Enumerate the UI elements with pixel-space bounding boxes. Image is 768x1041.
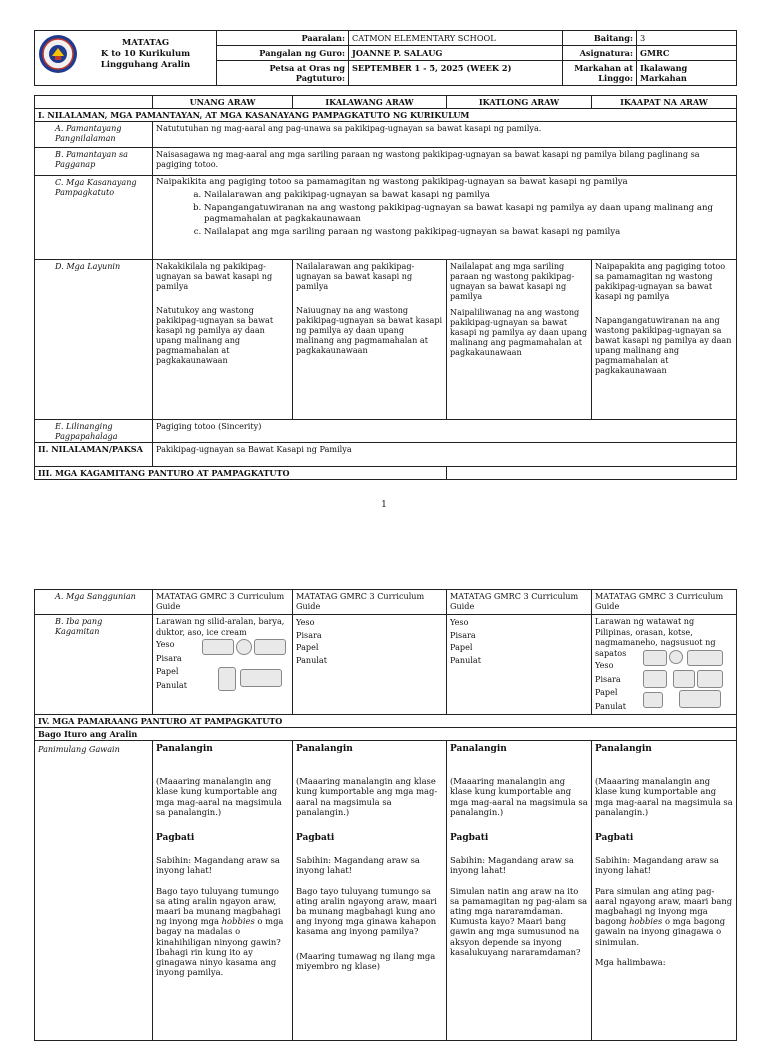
school-label: Paaralan: (217, 31, 349, 46)
material-item: Panulat (595, 700, 626, 711)
subject-value: GMRC (637, 46, 737, 61)
prayer-note: (Maaaring manalangin ang klase kung kumportable ang mga mag-aaral na magsimula sa panalangin.) (296, 776, 438, 817)
desk-picture-icon (679, 690, 721, 708)
greeting-text: Sabihin: Magandang araw sa inyong lahat! (156, 855, 280, 876)
material-item: Papel (156, 666, 179, 676)
objective-text: Naipapakita ang pagiging totoo sa pamamagitan ng wastong pakikipag-ugnayan sa bawat kasapi ng pamilya (595, 261, 726, 301)
subject-label: Asignatura: (563, 46, 637, 61)
deped-seal-icon (38, 34, 78, 74)
materials-day-3 (447, 615, 592, 715)
material-item: Yeso (595, 660, 614, 670)
greeting-text: Sabihin: Magandang araw sa inyong lahat! (450, 855, 574, 876)
material-item: Panulat (156, 679, 187, 690)
activity-day-4 (592, 741, 737, 1041)
grade-value: 3 (637, 31, 737, 46)
row-b-label: B. Pamantayan sa Pagganap (35, 148, 153, 176)
sources-label: A. Mga Sanggunian (35, 590, 153, 615)
competency-item: a. Nailalarawan ang pakikipag-ugnayan sa bawat kasapi ng pamilya (204, 190, 733, 201)
examples-label: Mga halimbawa: (595, 956, 666, 967)
date-value: SEPTEMBER 1 - 5, 2025 (WEEK 2) (349, 61, 563, 86)
logo-line-3: Lingguhang Aralin (100, 59, 191, 70)
material-item: Papel (450, 642, 473, 652)
section4-title: IV. MGA PAMARAANG PANTURO AT PAMPAGKATUTO (35, 715, 737, 728)
section2-text: Pakikipag-ugnayan sa Bawat Kasapi ng Pamilya (153, 443, 737, 467)
clock-picture-icon (669, 650, 683, 664)
objective-text: Natutukoy ang wastong pakikipag-ugnayan sa bawat kasapi ng pamilya ay daan upang malinang ang pagmamahalan at pagkakaunawaan (156, 305, 274, 365)
objective-text: Nailalapat ang mga sariling paraan ng wastong pakikipag-ugnayan sa bawat kasapi ng pamilya (450, 261, 575, 301)
row-a-text: Natututuhan ng mag-aaral ang pag-unawa sa pakikipag-ugnayan sa bawat kasapi ng pamilya. (153, 122, 737, 148)
material-item: Pisara (595, 673, 621, 684)
objective-text: Nakakikilala ng pakikipag-ugnayan sa bawat kasapi ng pamilya (156, 261, 273, 291)
shoes-pair-picture-icon (643, 692, 663, 708)
material-item: Papel (296, 642, 319, 652)
objectives-day-2 (293, 260, 447, 420)
activity-text: Bago tayo tuluyang tumungo sa ating aralin ngayong araw, maari ba munang magbahagi kung ano ang inyong mga ginawa kahapon kasama ang inyong pamilya? (296, 885, 437, 937)
section1-title: I. NILALAMAN, MGA PAMANTAYAN, AT MGA KASANAYANG PAMPAGKATUTO NG KURIKULUM (35, 109, 737, 122)
row-d-label: D. Mga Layunin (35, 260, 153, 420)
prayer-heading: Panalangin (296, 744, 353, 754)
day-header-4: IKAAPAT NA ARAW (592, 96, 737, 109)
row-e-label: E. Lilinanging Pagpapahalaga (35, 420, 153, 443)
material-item: Pisara (156, 652, 182, 663)
greeting-heading: Pagbati (296, 833, 335, 844)
activity-day-2 (293, 741, 447, 1041)
competency-list (204, 190, 733, 238)
day-header-1: UNANG ARAW (153, 96, 293, 109)
prayer-heading: Panalangin (595, 744, 652, 754)
shoes-picture-icon (673, 670, 695, 688)
source-day-3: MATATAG GMRC 3 Curriculum Guide (447, 590, 592, 615)
greeting-text: Sabihin: Magandang araw sa inyong lahat! (595, 855, 719, 876)
main-table-page1 (34, 95, 737, 480)
bago-ituro-title: Bago Ituro ang Aralin (35, 728, 737, 741)
prayer-note: (Maaaring manalangin ang klase kung kumportable ang mga mag-aaral na magsimula sa panalangin.) (156, 776, 282, 817)
material-item: Panulat (450, 654, 481, 665)
row-c-text: Naipakikita ang pagiging totoo sa pamamagitan ng wastong pakikipag-ugnayan sa bawat kasapi ng pamilya (156, 177, 628, 187)
school-value: CATMON ELEMENTARY SCHOOL (349, 31, 563, 46)
material-item: Yeso (156, 639, 175, 649)
classroom-picture-icon (202, 639, 234, 655)
activity-text: Para simulan ang ating pag-aaral ngayong araw, maari bang magbahagi ng inyong mga bagong hobbies o mga bagong gawain na inyong ginagawa o sinimulan. (595, 885, 733, 947)
activity-text: Simulan natin ang araw na ito sa pamamagitan ng pag-alam sa ating mga nararamdaman. Kumusta kayo? Maari bang gawin ang mga sumusunod na aksyon depende sa inyong kasalukuyang nararamdaman? (450, 885, 588, 957)
material-item: Pisara (296, 629, 322, 640)
header-logo-cell (35, 31, 217, 86)
material-item: Pisara (450, 629, 476, 640)
header-table (34, 30, 737, 86)
row-a-label: A. Pamantayang Pangnilalaman (35, 122, 153, 148)
competency-item: c. Nailalapat ang mga sariling paraan ng wastong pakikipag-ugnayan sa bawat kasapi ng pamilya (204, 227, 733, 238)
panimula-label: Panimulang Gawain (35, 741, 153, 1041)
car-picture-icon (687, 650, 723, 666)
materials-day-1 (153, 615, 293, 715)
row-e-text: Pagiging totoo (Sincerity) (153, 420, 737, 443)
logo-line-2: K to 10 Kurikulum (100, 48, 191, 59)
material-item: Papel (595, 687, 618, 697)
prayer-note: (Maaaring manalangin ang klase kung kumportable ang mga mag-aaral na magsimula sa panalangin.) (450, 776, 588, 817)
materials-label: B. Iba pang Kagamitan (35, 615, 153, 715)
objective-text: Nailalarawan ang pakikipag-ugnayan sa bawat kasapi ng pamilya (296, 261, 415, 291)
section3-title: III. MGA KAGAMITANG PANTURO AT PAMPAGKATUTO (35, 467, 447, 480)
greeting-heading: Pagbati (156, 833, 195, 844)
materials-day-2 (293, 615, 447, 715)
coins-picture-icon (254, 639, 286, 655)
driving-picture-icon (643, 670, 667, 688)
objective-text: Naiuugnay na ang wastong pakikipag-ugnayan sa bawat kasapi ng pamilya ay daan upang malinang ang pagmamahalan at pagkakaunawaan (296, 305, 443, 355)
material-item: Yeso (296, 617, 315, 627)
materials-day-4 (592, 615, 737, 715)
materials-text: Larawan ng silid-aralan, barya, duktor, aso, ice cream (156, 616, 285, 637)
main-table-page2 (34, 589, 737, 1041)
row-c-label: C. Mga Kasanayang Pampagkatuto (35, 176, 153, 260)
doctor-picture-icon (218, 667, 236, 691)
date-label: Petsa at Oras ng Pagtuturo: (217, 61, 349, 86)
teacher-value: JOANNE P. SALAUG (349, 46, 563, 61)
prayer-heading: Panalangin (450, 744, 507, 754)
page-number: 1 (381, 500, 387, 510)
source-day-1: MATATAG GMRC 3 Curriculum Guide (153, 590, 293, 615)
objective-text: Napangangatuwiranan na ang wastong pakikipag-ugnayan sa bawat kasapi ng pamilya ay daan upang malinang ang pagmamahalan at pagkakaunawaan (595, 315, 732, 375)
greeting-text: Sabihin: Magandang araw sa inyong lahat! (296, 855, 420, 876)
material-item: Yeso (450, 617, 469, 627)
teacher-label: Pangalan ng Guro: (217, 46, 349, 61)
quarter-value: Ikalawang Markahan (637, 61, 737, 86)
row-c-cell (153, 176, 737, 260)
day-header-3: IKATLONG ARAW (447, 96, 592, 109)
activity-note: (Maaring tumawag ng ilang mga miyembro ng klase) (296, 950, 436, 971)
prayer-note: (Maaaring manalangin ang klase kung kumportable ang mga mag-aaral na magsimula sa panalangin.) (595, 776, 733, 817)
coin-picture-icon (236, 639, 252, 655)
prayer-heading: Panalangin (156, 744, 213, 754)
materials-text: Larawan ng watawat ng Pilipinas, orasan, kotse, nagmamaneho, nagsusuot ng sapatos (595, 616, 716, 658)
logo-line-1: MATATAG (121, 37, 170, 48)
flag-picture-icon (643, 650, 667, 666)
greeting-heading: Pagbati (595, 833, 634, 844)
activity-day-3 (447, 741, 592, 1041)
objective-text: Naipaliliwanag na ang wastong pakikipag-ugnayan sa bawat kasapi ng pamilya ay daan upang malinang ang pagmamahalan at pagkakaunawaan (450, 307, 588, 357)
material-item: Panulat (296, 654, 327, 665)
quarter-label: Markahan at Linggo: (563, 61, 637, 86)
car-driving-picture-icon (697, 670, 723, 688)
source-day-2: MATATAG GMRC 3 Curriculum Guide (293, 590, 447, 615)
objectives-day-1 (153, 260, 293, 420)
activity-text: Bago tayo tuluyang tumungo sa ating aralin ngayon araw, maari ba munang magbahagi ng inyong mga hobbies o mga bagay na madalas o kinahihiligan ninyong gawin? Ibahagi rin kung ito ay ginagawa ninyo kasama ang inyong pamilya. (156, 885, 284, 978)
greeting-heading: Pagbati (450, 833, 489, 844)
day-header-2: IKALAWANG ARAW (293, 96, 447, 109)
row-b-text: Naisasagawa ng mag-aaral ang mga sariling paraan ng wastong pakikipag-ugnayan sa bawat kasapi ng pamilya bilang paglinang sa pagiging totoo. (153, 148, 737, 176)
dog-ice-cream-picture-icon (240, 669, 282, 687)
source-day-4: MATATAG GMRC 3 Curriculum Guide (592, 590, 737, 615)
competency-item: b. Napangangatuwiranan na ang wastong pakikipag-ugnayan sa bawat kasapi ng pamilya ay daan upang malinang ang pagmamahalan at pagkakaunawaan (204, 203, 733, 224)
section2-label: II. NILALAMAN/PAKSA (35, 443, 153, 467)
objectives-day-4 (592, 260, 737, 420)
objectives-day-3 (447, 260, 592, 420)
grade-label: Baitang: (563, 31, 637, 46)
activity-day-1 (153, 741, 293, 1041)
